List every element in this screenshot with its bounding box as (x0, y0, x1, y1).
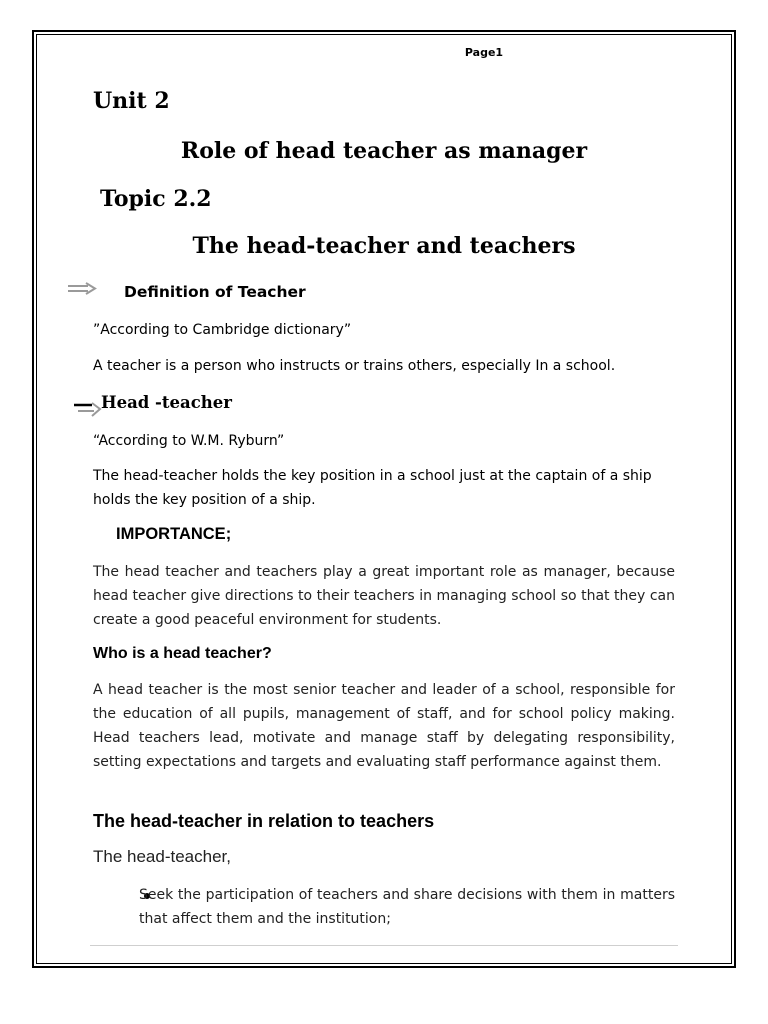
definition-text: A teacher is a person who instructs or trains others, especially In a school. (93, 358, 616, 374)
who-text: A head teacher is the most senior teacher and leader of a school, responsible for the education of all pupils, management of staff, and for school policy making. Head teachers lead, motivate and manage staff by delegating responsibility, setting expectations and targets and evaluating staff performance against them. (93, 682, 675, 770)
page-subtitle: The head-teacher and teachers (192, 233, 576, 259)
who-heading: Who is a head teacher? (93, 645, 272, 662)
page-number: Page1 (464, 46, 504, 59)
list-item: Seek the participation of teachers and share decisions with them in matters that affect them and the institution; (139, 887, 675, 927)
arrow-bullet-icon (66, 281, 98, 297)
topic-heading: Topic 2.2 (100, 186, 212, 212)
arrow-bullet-icon (72, 399, 104, 419)
footer-divider (90, 945, 678, 946)
relation-lead: The head-teacher, (93, 847, 231, 866)
importance-heading: IMPORTANCE; (116, 525, 232, 543)
head-teacher-source: “According to W.M. Ryburn” (93, 433, 285, 449)
head-teacher-text: The head-teacher holds the key position in a school just at the captain of a ship holds the key position of a ship. (93, 468, 652, 508)
page-title: Role of head teacher as manager (180, 138, 588, 164)
importance-text: The head teacher and teachers play a great important role as manager, because head teacher give directions to their teachers in managing school so that they can create a good peaceful environment for students. (93, 564, 675, 628)
unit-heading: Unit 2 (93, 88, 170, 114)
head-teacher-heading: Head -teacher (101, 393, 232, 412)
relation-heading: The head-teacher in relation to teachers (93, 811, 435, 831)
definition-heading: Definition of Teacher (124, 283, 306, 301)
definition-source: ”According to Cambridge dictionary” (93, 322, 352, 338)
